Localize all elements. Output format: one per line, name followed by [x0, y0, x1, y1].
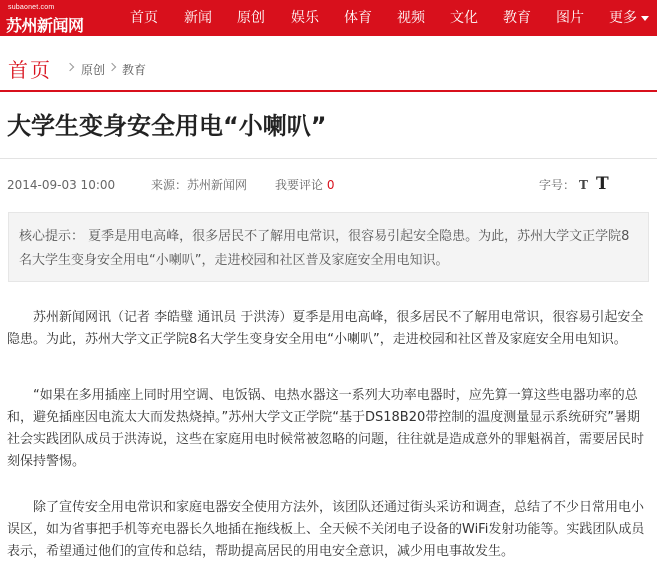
- top-nav-bar: [0, 0, 657, 36]
- nav-item-video[interactable]: 视频: [397, 10, 425, 26]
- summary-box: [8, 212, 649, 282]
- chevron-right-icon: [108, 63, 116, 71]
- title-divider: [0, 158, 657, 159]
- font-size-small-button[interactable]: T: [579, 178, 588, 192]
- breadcrumb-divider: [0, 90, 657, 92]
- nav-item-entertainment[interactable]: 娱乐: [291, 10, 319, 26]
- comment-count: 0: [326, 178, 335, 192]
- article-paragraph: 苏州新闻网讯（记者 李皓璧 通讯员 于洪涛）夏季是用电高峰，很多居民不了解用电常识，很容易引起安全隐患。为此，苏州大学文正学院8名大学生变身安全用电“小喇叭”，走进校园和社区普及家庭安全用电知识。: [7, 310, 644, 347]
- nav-item-education[interactable]: 教育: [503, 10, 531, 26]
- article-source: 来源：苏州新闻网: [151, 178, 248, 192]
- breadcrumb-item-original[interactable]: 原创: [81, 63, 106, 77]
- font-size-label: 字号：: [539, 178, 576, 192]
- nav-item-original[interactable]: 原创: [237, 10, 265, 26]
- logo-url: subaonet.com: [8, 4, 55, 11]
- nav-item-news[interactable]: 新闻: [184, 10, 212, 26]
- summary-content: 夏季是用电高峰，很多居民不了解用电常识，很容易引起安全隐患。为此，苏州大学文正学院8名大学生变身安全用电“小喇叭”，走进校园和社区普及家庭安全用电知识。: [19, 229, 630, 268]
- article-paragraph: 除了宣传安全用电常识和家庭电器安全使用方法外，该团队还通过街头采访和调查，总结了不少日常用电小误区，如为省事把手机等充电器长久地插在拖线板上、全天候不关闭电子设备的WiFi发射功能等。实践团队成员表示，希望通过他们的宣传和总结，帮助提高居民的用电安全意识，减少用电事故发生。: [7, 500, 645, 559]
- summary-text: [19, 225, 639, 273]
- chevron-right-icon: [66, 63, 74, 71]
- site-logo[interactable]: [6, 3, 90, 33]
- article-title: 大学生变身安全用电“小喇叭”: [7, 112, 327, 140]
- breadcrumb-item-education[interactable]: 教育: [122, 63, 147, 77]
- nav-item-sports[interactable]: 体育: [344, 10, 372, 26]
- summary-label: 核心提示：: [19, 229, 85, 244]
- chevron-down-icon: [641, 16, 649, 21]
- font-size-large-button[interactable]: T: [596, 174, 609, 194]
- nav-item-culture[interactable]: 文化: [450, 10, 478, 26]
- nav-item-home[interactable]: 首页: [130, 10, 158, 26]
- breadcrumb-home[interactable]: 首页: [8, 58, 52, 82]
- article-paragraph: “如果在多用插座上同时用空调、电饭锅、电热水器这一系列大功率电器时，应先算一算这些电器功率的总和，避免插座因电流太大而发热烧掉。”苏州大学文正学院“基于DS18B20带控制的温度测量显示系统研究”暑期社会实践团队成员于洪涛说，这些在家庭用电时候常被忽略的问题，往往就是造成意外的罪魁祸首，需要居民时刻保持警惕。: [7, 388, 645, 469]
- nav-item-pictures[interactable]: 图片: [556, 10, 584, 26]
- nav-more-menu[interactable]: [609, 0, 649, 36]
- comment-label: 我要评论: [275, 178, 324, 192]
- nav-more-label: 更多: [609, 10, 637, 26]
- comment-link[interactable]: [275, 177, 334, 193]
- logo-name: 苏州新闻网: [6, 16, 84, 35]
- article-datetime: 2014-09-03 10:00: [7, 178, 116, 192]
